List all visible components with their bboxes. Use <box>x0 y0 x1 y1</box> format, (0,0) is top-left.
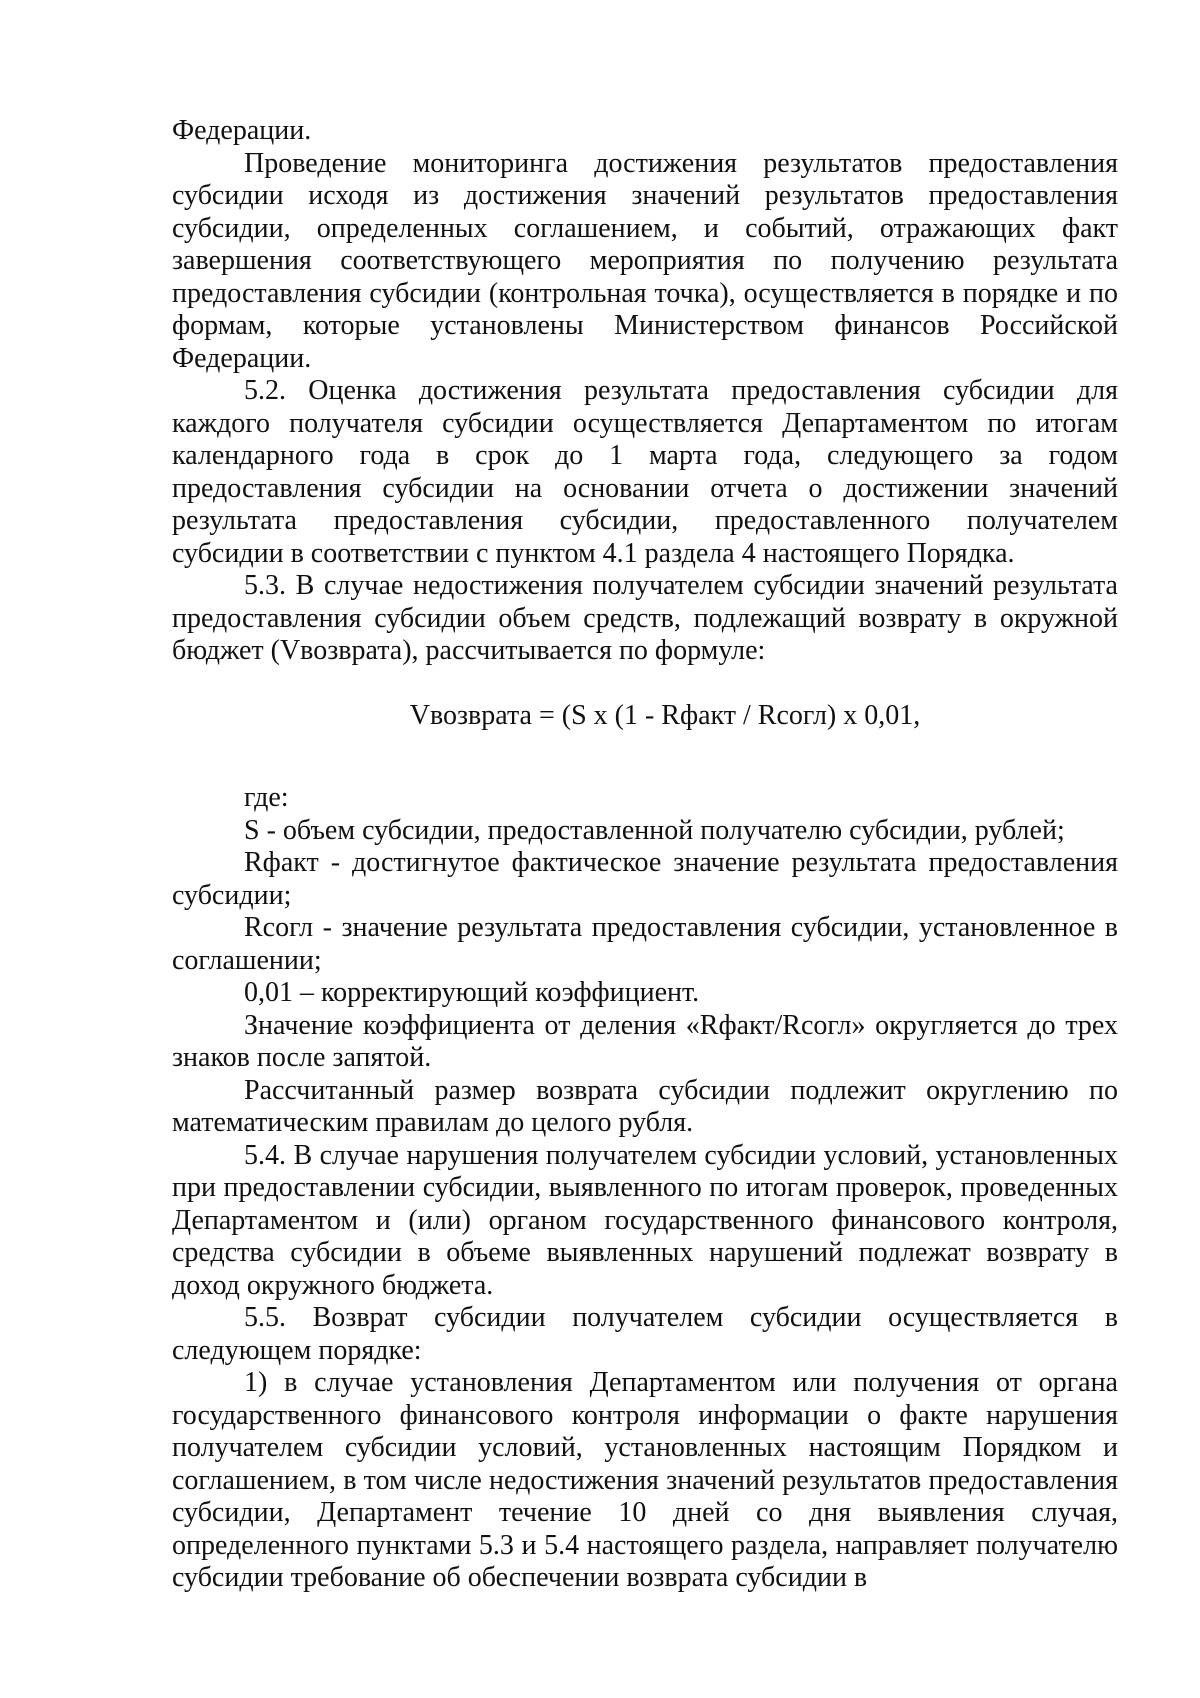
definition-rfakt: Rфакт - достигнутое фактическое значение результата предоставления субсидии; <box>172 847 1118 911</box>
definition-coefficient: 0,01 – корректирующий коэффициент. <box>244 977 700 1008</box>
paragraph-continuation: Федерации. <box>172 115 312 146</box>
paragraph-5-4: 5.4. В случае нарушения получателем субсидии условий, установленных при предоставлении субсидии, выявленного по итогам проверок, проведенных Департаментом и (или) органом государственного финансового контроля, средства субсидии в объеме выявленных нарушений подлежат возврату в доход окружного бюджета. <box>172 1139 1118 1301</box>
paragraph-rounding-coefficient: Значение коэффициента от деления «Rфакт/Rсогл» округляется до трех знаков после запятой. <box>172 1009 1118 1073</box>
definition-s: S - объем субсидии, предоставленной получателю субсидии, рублей; <box>244 814 1065 846</box>
paragraph-5-5: 5.5. Возврат субсидии получателем субсидии осуществляется в следующем порядке: <box>172 1302 1118 1366</box>
definition-rsogl: Rсогл - значение результата предоставления субсидии, установленное в соглашении; <box>172 912 1118 976</box>
paragraph-where: где: <box>244 782 289 813</box>
paragraph-5-2: 5.2. Оценка достижения результата предоставления субсидии для каждого получателя субсидии осуществляется Департаментом по итогам календарного года в срок до 1 марта года, следующего за годом предоставления субсидии на основании отчета о достижении значений результата предоставления субсидии, предоставленного получателем субсидии в соответствии с пунктом 4.1 раздела 4 настоящего Порядка. <box>172 375 1118 569</box>
paragraph-5-3: 5.3. В случае недостижения получателем субсидии значений результата предоставления субсидии объем средств, подлежащий возврату в окружной бюджет (Vвозврата), рассчитывается по формуле: <box>172 570 1118 666</box>
paragraph-rounding-amount: Рассчитанный размер возврата субсидии подлежит округлению по математическим правилам до целого рубля. <box>172 1074 1118 1138</box>
paragraph-monitoring: Проведение мониторинга достижения результатов предоставления субсидии исходя из достижения значений результатов предоставления субсидии, определенных соглашением, и событий, отражающих факт завершения соответствующего мероприятия по получению результата предоставления субсидии (контрольная точка), осуществляется в порядке и по формам, которые установлены Министерством финансов Российской Федерации. <box>172 147 1118 374</box>
paragraph-item-1: 1) в случае установления Департаментом или получения от органа государственного финансового контроля информации о факте нарушения получателем субсидии условий, установленных настоящим Порядком и соглашением, в том числе недостижения значений результатов предоставления субсидии, Департамент течение 10 дней со дня выявления случая, определенного пунктами 5.3 и 5.4 настоящего раздела, направляет получателю субсидии требование об обеспечении возврата субсидии в <box>172 1367 1118 1593</box>
formula: Vвозврата = (S x (1 - Rфакт / Rсогл) x 0,01, <box>409 699 921 731</box>
document-page <box>172 115 1118 1595</box>
